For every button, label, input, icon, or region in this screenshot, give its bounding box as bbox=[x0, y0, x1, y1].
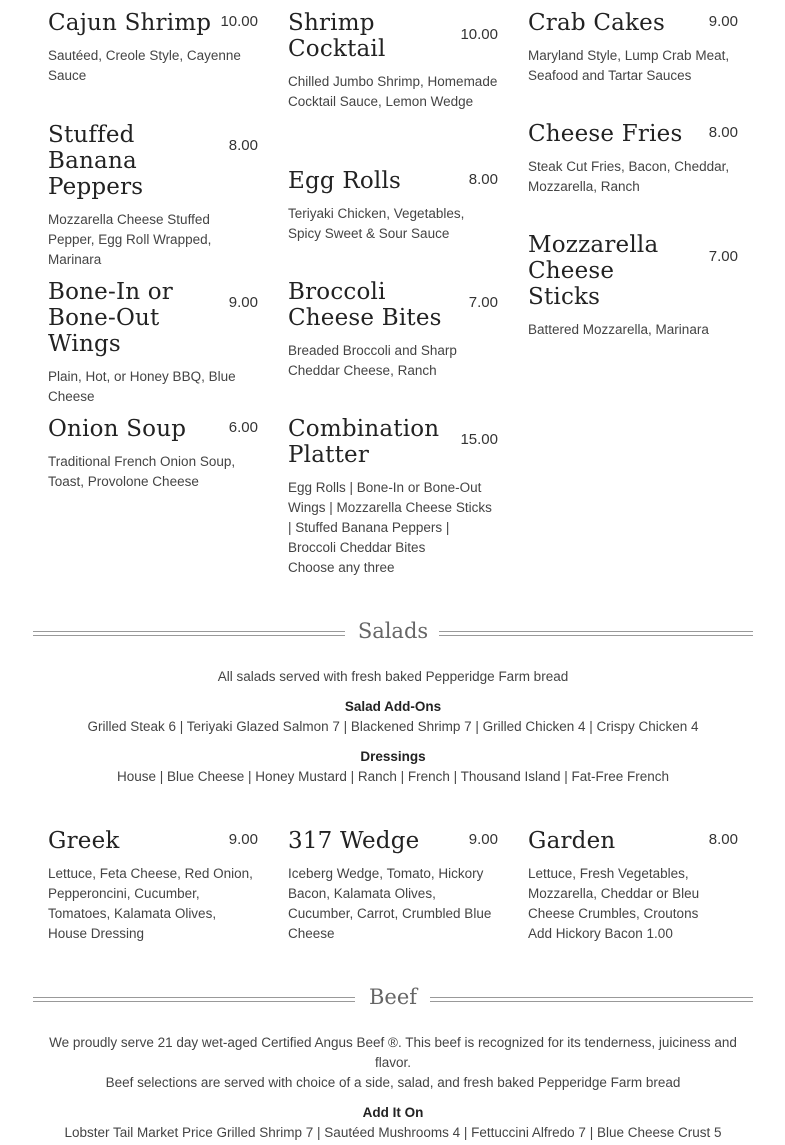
item-price: 8.00 bbox=[708, 124, 738, 141]
item-price: 7.00 bbox=[708, 248, 738, 265]
salad-addons-list: Grilled Steak 6 | Teriyaki Glazed Salmon 7 | Blackened Shrimp 7 | Grilled Chicken 4 | Crispy Chicken 4 bbox=[87, 719, 699, 734]
item-name: Shrimp Cocktail bbox=[288, 10, 386, 62]
item-price: 8.00 bbox=[468, 171, 498, 188]
item-price: 10.00 bbox=[220, 13, 258, 30]
menu-item bbox=[528, 10, 738, 86]
item-note: Choose any three bbox=[288, 560, 395, 575]
menu-item bbox=[288, 828, 498, 944]
item-description: Iceberg Wedge, Tomato, Hickory Bacon, Kalamata Olives, Cucumber, Carrot, Crumbled Blue Cheese bbox=[288, 866, 492, 941]
item-name: 317 Wedge bbox=[288, 828, 420, 854]
item-description: Mozzarella Cheese Stuffed Pepper, Egg Roll Wrapped, Marinara bbox=[48, 212, 212, 267]
item-name: Combination Platter bbox=[288, 416, 440, 468]
item-description: Plain, Hot, or Honey BBQ, Blue Cheese bbox=[48, 369, 236, 404]
beef-addon-heading: Add It On bbox=[362, 1105, 424, 1120]
dressings-list: House | Blue Cheese | Honey Mustard | Ranch | French | Thousand Island | Fat-Free French bbox=[116, 769, 670, 784]
item-price: 9.00 bbox=[708, 13, 738, 30]
item-name: Cajun Shrimp bbox=[48, 10, 212, 36]
item-price: 9.00 bbox=[468, 831, 498, 848]
salads-intro: All salads served with fresh baked Pepperidge Farm bread bbox=[217, 669, 569, 684]
item-description: Breaded Broccoli and Sharp Cheddar Cheese, Ranch bbox=[288, 343, 457, 378]
menu-item bbox=[48, 279, 258, 407]
menu-item bbox=[48, 828, 258, 944]
beef-addons-list: Lobster Tail Market Price Grilled Shrimp 7 | Sautéed Mushrooms 4 | Fettuccini Alfredo 7 | Blue Cheese Crust 5 bbox=[64, 1125, 722, 1140]
item-price: 8.00 bbox=[708, 831, 738, 848]
item-name: Broccoli Cheese Bites bbox=[288, 279, 442, 331]
salad-addons-heading: Salad Add-Ons bbox=[344, 699, 442, 714]
section-header-beef bbox=[33, 985, 753, 1013]
item-name: Crab Cakes bbox=[528, 10, 666, 36]
beef-intro-line: Beef selections are served with choice of a side, salad, and fresh baked Pepperidge Farm bread bbox=[105, 1075, 681, 1090]
item-price: 9.00 bbox=[228, 294, 258, 311]
section-title: Beef bbox=[368, 985, 418, 1009]
item-name: Mozzarella Cheese Sticks bbox=[528, 232, 659, 310]
item-note: Add Hickory Bacon 1.00 bbox=[528, 926, 673, 941]
item-description: Traditional French Onion Soup, Toast, Provolone Cheese bbox=[48, 454, 236, 489]
item-name: Stuffed Banana Peppers bbox=[48, 122, 144, 200]
section-header-salads bbox=[33, 619, 753, 647]
item-description: Sautéed, Creole Style, Cayenne Sauce bbox=[48, 48, 241, 83]
item-description: Chilled Jumbo Shrimp, Homemade Cocktail Sauce, Lemon Wedge bbox=[288, 74, 498, 109]
item-description: Maryland Style, Lump Crab Meat, Seafood and Tartar Sauces bbox=[528, 48, 730, 83]
item-description: Lettuce, Feta Cheese, Red Onion, Pepperoncini, Cucumber, Tomatoes, Kalamata Olives, House Dressing bbox=[48, 866, 253, 941]
item-name: Bone-In or Bone-Out Wings bbox=[48, 279, 173, 357]
beef-intro-line: We proudly serve 21 day wet-aged Certified Angus Beef ®. This beef is recognized for its tenderness, juiciness and flavor. bbox=[49, 1035, 737, 1070]
item-name: Garden bbox=[528, 828, 616, 854]
dressings-heading: Dressings bbox=[360, 749, 426, 764]
item-name: Egg Rolls bbox=[288, 168, 402, 194]
item-price: 8.00 bbox=[228, 137, 258, 154]
item-price: 10.00 bbox=[460, 26, 498, 43]
item-name: Cheese Fries bbox=[528, 121, 683, 147]
menu-item bbox=[48, 122, 258, 270]
section-title: Salads bbox=[357, 619, 429, 643]
item-name: Onion Soup bbox=[48, 416, 187, 442]
item-description: Battered Mozzarella, Marinara bbox=[528, 322, 709, 337]
item-price: 15.00 bbox=[460, 431, 498, 448]
menu-item bbox=[288, 168, 498, 244]
item-price: 6.00 bbox=[228, 419, 258, 436]
menu-item bbox=[288, 10, 498, 112]
beef-intro bbox=[33, 1033, 753, 1093]
menu-item bbox=[48, 10, 258, 86]
item-price: 7.00 bbox=[468, 294, 498, 311]
item-description: Egg Rolls | Bone-In or Bone-Out Wings | Mozzarella Cheese Sticks | Stuffed Banana Peppers | Broccoli Cheddar Bites bbox=[288, 480, 492, 555]
menu-item bbox=[288, 279, 498, 381]
menu-item bbox=[528, 121, 738, 197]
item-description: Teriyaki Chicken, Vegetables, Spicy Sweet & Sour Sauce bbox=[288, 206, 465, 241]
item-price: 9.00 bbox=[228, 831, 258, 848]
item-name: Greek bbox=[48, 828, 120, 854]
menu-item bbox=[288, 416, 498, 578]
menu-item bbox=[528, 828, 738, 944]
item-description: Lettuce, Fresh Vegetables, Mozzarella, Cheddar or Bleu Cheese Crumbles, Croutons bbox=[528, 866, 700, 921]
menu-item bbox=[48, 416, 258, 492]
item-description: Steak Cut Fries, Bacon, Cheddar, Mozzarella, Ranch bbox=[528, 159, 730, 194]
menu-item bbox=[528, 232, 738, 340]
